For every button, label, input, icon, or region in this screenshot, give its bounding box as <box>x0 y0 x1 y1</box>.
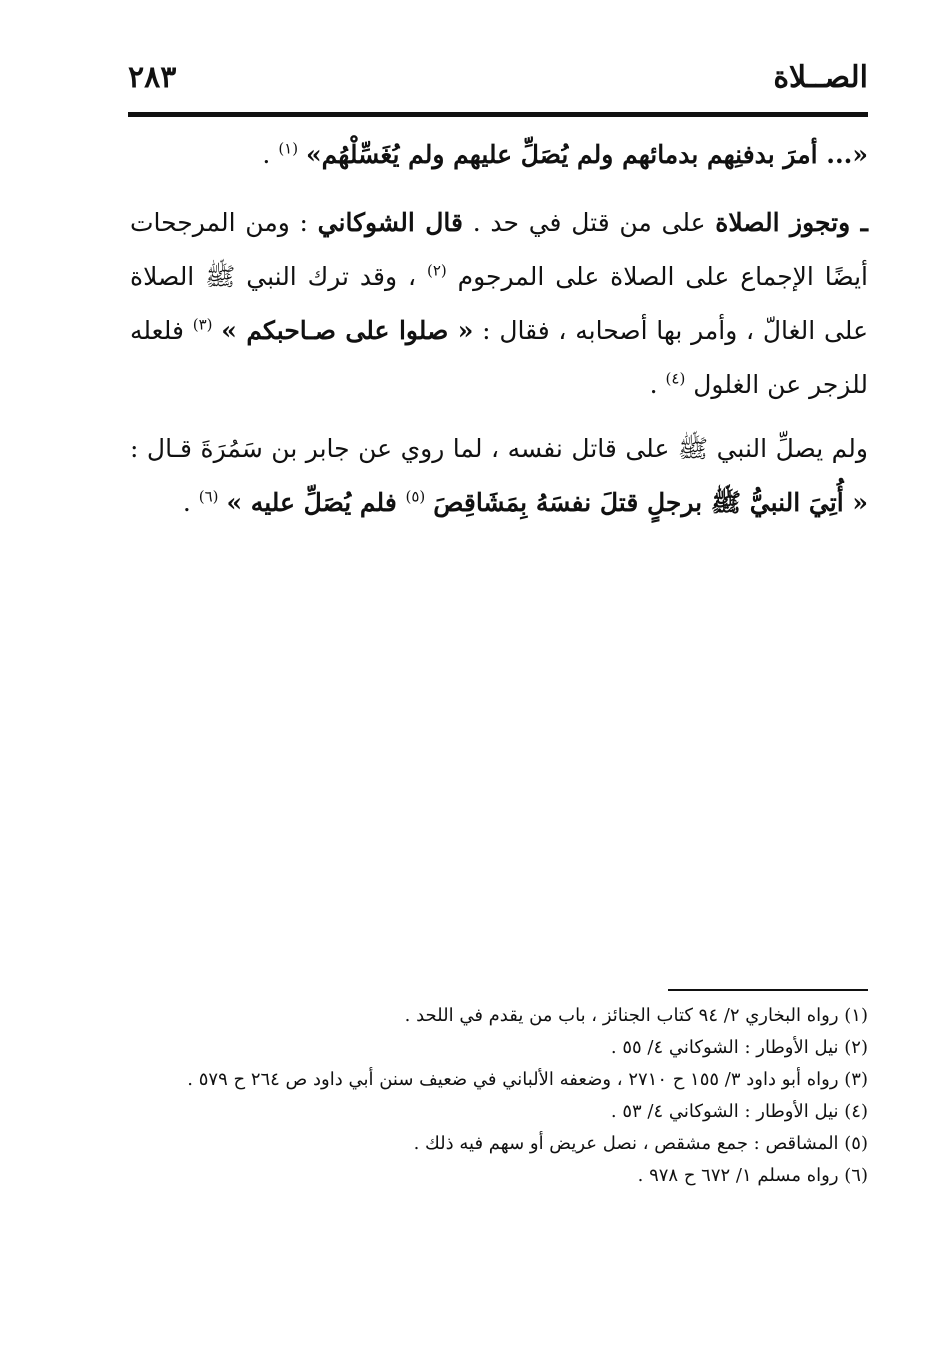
text-run: . <box>649 370 666 399</box>
chapter-title: الصــلاة <box>773 60 868 95</box>
footnote: (٢) نيل الأوطار : الشوكاني ٤/ ٥٥ . <box>610 1037 868 1058</box>
footnote: (٣) رواه أبو داود ٣/ ١٥٥ ح ٢٧١٠ ، وضعفه الألباني في ضعيف سنن أبي داود ص ٢٦٤ ح ٥٧٩ . <box>187 1069 868 1090</box>
footnote-ref: (٤) <box>665 369 686 388</box>
text-run: . <box>182 488 199 517</box>
text-run: : ومن المرجحات أيضًا الإجماع على الصلاة على المرجوم <box>130 208 868 291</box>
footnote-ref: (٦) <box>198 487 219 506</box>
footnote-ref: (٣) <box>192 315 213 334</box>
footnote: (٦) رواه مسلم ١/ ٦٧٢ ح ٩٧٨ . <box>637 1165 868 1186</box>
paragraph-2 <box>130 196 868 412</box>
footnote: (١) رواه البخاري ٢/ ٩٤ كتاب الجنائز ، باب من يقدم في اللحد . <box>404 1005 868 1026</box>
page-number: ٢٨٣ <box>128 60 177 95</box>
text-run: فلعله للزجر عن الغلول <box>130 316 868 399</box>
footnote: (٤) نيل الأوطار : الشوكاني ٤/ ٥٣ . <box>610 1101 868 1122</box>
main-text <box>130 128 868 540</box>
paragraph-1 <box>130 128 868 182</box>
footnotes <box>130 1000 868 1192</box>
hadith-quote: فلم يُصَلِّ عليه » <box>226 488 406 517</box>
text-run: ولم يصلِّ النبي ﷺ على قاتل نفسه ، لما روي عن جابر بن سَمُرَةَ قـال : <box>130 434 868 463</box>
hadith-quote: « أُتِيَ النبيُّ ﷺ برجلٍ قتلَ نفسَهُ بِمَشَاقِصَ <box>433 488 868 517</box>
footnote-ref: (٥) <box>405 487 426 506</box>
hadith-quote: «... أمرَ بدفنِهم بدمائهم ولم يُصَلِّ عليهم ولم يُغَسِّلْهُم» <box>306 140 868 169</box>
text-run: على من قتل في حد . <box>463 208 716 237</box>
footnote-rule <box>668 989 868 991</box>
footnote: (٥) المشاقص : جمع مشقص ، نصل عريض أو سهم فيه ذلك . <box>413 1133 868 1154</box>
paragraph-3 <box>130 422 868 530</box>
text-run-bold: ـ وتجوز الصلاة <box>715 208 869 237</box>
text-run: . <box>262 140 279 169</box>
header-rule <box>128 112 868 117</box>
page-header <box>128 56 868 106</box>
hadith-quote: « صلوا على صـاحبكم » <box>221 316 474 345</box>
scholar-name: قال الشوكاني <box>317 208 463 237</box>
text-run: ، وقد ترك النبي ﷺ الصلاة على الغالّ ، وأمر بها أصحابه ، فقال : <box>130 262 868 345</box>
footnote-ref: (١) <box>278 139 299 158</box>
footnote-ref: (٢) <box>426 261 447 280</box>
